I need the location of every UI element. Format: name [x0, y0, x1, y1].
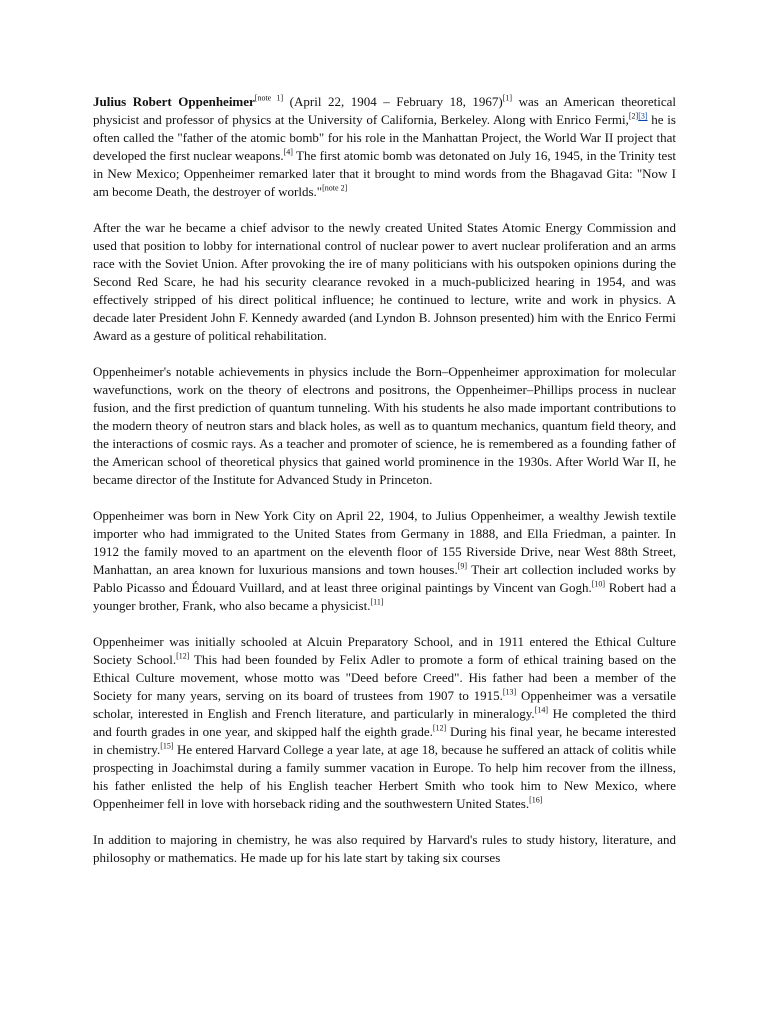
document-body	[93, 93, 676, 885]
paragraph-text: During his final year, he became interested in chemistry.	[93, 724, 677, 757]
paragraph-text: was an American theoretical physicist and professor of physics at the University of California, Berkeley. Along with Enrico Fermi,	[93, 94, 676, 127]
citation-marker: [note 2]	[322, 183, 348, 193]
paragraph-text: He entered Harvard College a year late, at age 18, because he suffered an attack of colitis while prospecting in Joachimstal during a family summer vacation in Europe. To help him recover from the illness, his father enlisted the help of his English teacher Herbert Smith who took him to New Mexico, where Oppenheimer fell in love with horseback riding and the southwestern United States.	[93, 742, 677, 811]
paragraph-text: Oppenheimer was born in New York City on April 22, 1904, to Julius Oppenheimer, a wealthy Jewish textile importer who had immigrated to the United States from Germany in 1888, and Ella Friedman, a painter. In 1912 the family moved to an apartment on the eleventh floor of 155 Riverside Drive, near West 88th Street, Manhattan, an area known for luxurious mansions and town houses.	[93, 508, 676, 577]
paragraph-text: Oppenheimer was a versatile scholar, interested in English and French literature, and particularly in mineralogy.	[93, 688, 676, 721]
paragraph	[93, 633, 676, 813]
paragraph-text: Oppenheimer was initially schooled at Alcuin Preparatory School, and in 1911 entered the Ethical Culture Society School.	[93, 634, 676, 667]
paragraph-text: Their art collection included works by Pablo Picasso and Édouard Vuillard, and at least three original paintings by Vincent van Gogh.	[93, 562, 676, 595]
paragraph-text: He completed the third and fourth grades in one year, and skipped half the eighth grade.	[93, 706, 676, 739]
paragraph-text: In addition to majoring in chemistry, he was also required by Harvard's rules to study history, literature, and philosophy or mathematics. He made up for his late start by taking six courses	[93, 832, 676, 865]
paragraph	[93, 831, 676, 867]
paragraph-text: Robert had a younger brother, Frank, who also became a physicist.	[93, 580, 677, 613]
citation-marker: [note 1]	[254, 93, 284, 103]
citation-marker[interactable]: [3]	[638, 111, 648, 121]
citation-marker: [2]	[628, 111, 639, 121]
paragraph	[93, 219, 676, 345]
citation-marker: [15]	[160, 741, 174, 751]
paragraph-text: Oppenheimer's notable achievements in physics include the Born–Oppenheimer approximation for molecular wavefunctions, work on the theory of electrons and positrons, the Oppenheimer–Phillips process in nuclear fusion, and the first prediction of quantum tunneling. With his students he also made important contributions to the modern theory of neutron stars and black holes, as well as to quantum mechanics, quantum field theory, and the interactions of cosmic rays. As a teacher and promoter of science, he is remembered as a founding father of the American school of theoretical physics that gained world prominence in the 1930s. After World War II, he became director of the Institute for Advanced Study in Princeton.	[93, 364, 676, 487]
paragraph-text: he is often called the "father of the atomic bomb" for his role in the Manhattan Project, the World War II project that developed the first nuclear weapons.	[93, 112, 676, 163]
paragraph	[93, 93, 676, 201]
paragraph-text: After the war he became a chief advisor to the newly created United States Atomic Energy Commission and used that position to lobby for international control of nuclear power to avert nuclear proliferation and an arms race with the Soviet Union. After provoking the ire of many politicians with his outspoken opinions during the Second Red Scare, he had his security clearance revoked in a much-publicized hearing in 1954, and was effectively stripped of his direct political influence; he continued to lecture, write and work in physics. A decade later President John F. Kennedy awarded (and Lyndon B. Johnson presented) him with the Enrico Fermi Award as a gesture of political rehabilitation.	[93, 220, 676, 343]
paragraph	[93, 363, 676, 489]
citation-marker: [16]	[529, 795, 543, 805]
paragraph-text: The first atomic bomb was detonated on July 16, 1945, in the Trinity test in New Mexico; Oppenheimer remarked later that it brought to mind words from the Bhagavad Gita: "Now I am become Death, the destroyer of worlds."	[93, 148, 676, 199]
citation-marker: [11]	[370, 597, 384, 607]
subject-name: Julius Robert Oppenheimer	[93, 94, 255, 109]
citation-marker: [13]	[502, 687, 517, 697]
citation-marker: [12]	[432, 723, 447, 733]
paragraph	[93, 507, 676, 615]
citation-marker: [4]	[283, 147, 293, 157]
citation-marker: [1]	[502, 93, 513, 103]
citation-marker: [12]	[176, 651, 190, 661]
citation-marker: [10]	[591, 579, 606, 589]
citation-marker: [9]	[457, 561, 468, 571]
paragraph-text: This had been founded by Felix Adler to promote a form of ethical training based on the Ethical Culture movement, whose motto was "Deed before Creed". His father had been a member of the Society for many years, serving on its board of trustees from 1907 to 1915.	[93, 652, 677, 703]
citation-marker: [14]	[534, 705, 549, 715]
paragraph-text: (April 22, 1904 – February 18, 1967)	[283, 94, 503, 109]
